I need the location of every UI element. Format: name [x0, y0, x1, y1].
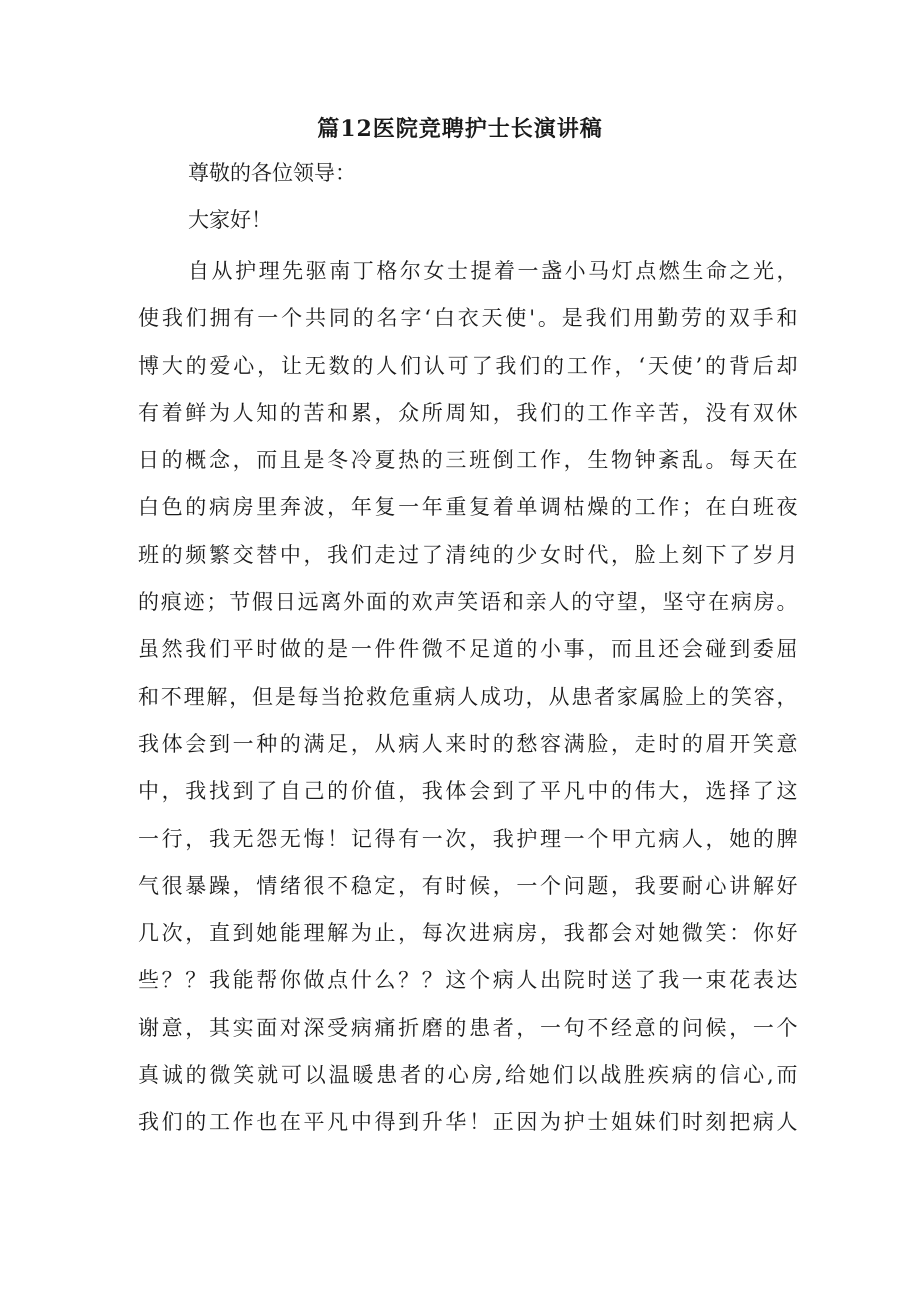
body-line: 谢意，其实面对深受病痛折磨的患者，一句不经意的问候，一个: [138, 1015, 798, 1040]
body-line: 的痕迹；节假日远离外面的欢声笑语和亲人的守望，坚守在病房。: [138, 590, 798, 615]
body-line: 自从护理先驱南丁格尔女士提着一盏小马灯点燃生命之光，: [188, 259, 798, 283]
body-line: 班的频繁交替中，我们走过了清纯的少女时代，脸上刻下了岁月: [138, 542, 798, 567]
body-line: 几次，直到她能理解为止，每次进病房，我都会对她微笑：你好: [138, 921, 798, 946]
body-line: 中，我找到了自己的价值，我体会到了平凡中的伟大，选择了这: [138, 779, 798, 804]
body-line: 一行，我无怨无悔！记得有一次，我护理一个甲亢病人，她的脾: [138, 826, 798, 851]
greeting: 大家好！: [188, 208, 272, 232]
body-line: 白色的病房里奔波，年复一年重复着单调枯燥的工作；在白班夜: [138, 495, 798, 520]
body-line: 有着鲜为人知的苦和累，众所周知，我们的工作辛苦，没有双休: [138, 400, 798, 425]
document-title: 篇12医院竞聘护士长演讲稿: [317, 116, 603, 142]
body-line: 气很暴躁，情绪很不稳定，有时候，一个问题，我要耐心讲解好: [138, 873, 798, 898]
body-line: 和不理解，但是每当抢救危重病人成功，从患者家属脸上的笑容，: [138, 684, 798, 709]
body-line: 真诚的微笑就可以温暖患者的心房,给她们以战胜疾病的信心,而: [138, 1063, 798, 1088]
body-line: 博大的爱心，让无数的人们认可了我们的工作，‘天使’的背后却: [138, 353, 798, 378]
body-line: 使我们拥有一个共同的名字‘白衣天使'。是我们用勤劳的双手和: [138, 306, 798, 331]
body-line: 日的概念，而且是冬冷夏热的三班倒工作，生物钟紊乱。每天在: [138, 448, 798, 473]
body-line: 虽然我们平时做的是一件件微不足道的小事，而且还会碰到委屈: [138, 637, 798, 662]
salutation: 尊敬的各位领导：: [188, 161, 356, 185]
body-line: 我们的工作也在平凡中得到升华！正因为护士姐妹们时刻把病人: [138, 1110, 798, 1135]
body-line: 我体会到一种的满足，从病人来时的愁容满脸，走时的眉开笑意: [138, 731, 798, 756]
speech-body: [138, 256, 798, 1155]
body-line: 些？？我能帮你做点什么？？这个病人出院时送了我一束花表达: [138, 968, 798, 993]
